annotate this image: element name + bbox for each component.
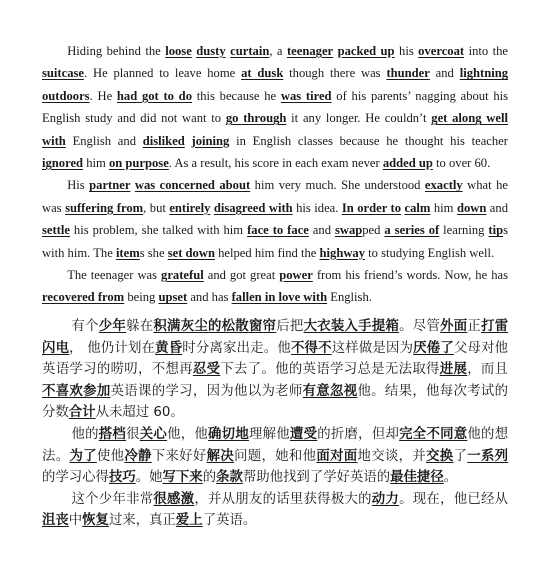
key-term: on purpose xyxy=(108,156,169,171)
text-run: ， 他仍计划在 xyxy=(69,340,156,356)
key-term: calm xyxy=(404,200,431,215)
key-term: disagreed with xyxy=(213,200,293,215)
key-term: 最佳捷径 xyxy=(390,470,444,486)
key-term: 写下来 xyxy=(162,470,203,486)
text-run: 躲在 xyxy=(126,319,154,334)
text-run: and has xyxy=(187,290,232,305)
text-run: his xyxy=(394,44,419,58)
key-term: In order to xyxy=(341,200,402,215)
key-term: was tired xyxy=(280,88,332,103)
text-run: ，并从朋友的话里获得极大的 xyxy=(194,491,372,507)
key-term: settle xyxy=(42,223,70,238)
key-term: 条款 xyxy=(216,470,243,486)
key-term: 大衣装入手提箱 xyxy=(303,319,400,334)
text-run: 有个 xyxy=(71,319,99,334)
key-term: 交换 xyxy=(426,448,454,464)
text-run: 使他 xyxy=(96,448,125,464)
text-run: 正 xyxy=(467,319,482,334)
text-run: , a xyxy=(269,44,287,58)
key-term: added up xyxy=(382,156,433,171)
text-run: 下去了。他的英语学习总是无法取得 xyxy=(220,362,440,378)
key-term: outdoors xyxy=(42,88,90,103)
key-term: 少年 xyxy=(98,319,127,334)
text-run: from his friend’s words. Now, he has xyxy=(312,268,508,283)
text-run: Hiding behind the xyxy=(67,44,166,58)
key-term: 积满灰尘的松散窗帘 xyxy=(153,319,277,334)
text-run: English and xyxy=(65,133,143,148)
key-term: 外面 xyxy=(440,319,468,334)
key-term: 不喜欢参加 xyxy=(42,383,111,399)
key-term: 不得不 xyxy=(290,340,332,356)
text-run: 理解他 xyxy=(248,426,290,442)
key-term: a series of xyxy=(384,223,440,238)
key-term: overcoat xyxy=(418,44,465,58)
key-term: item xyxy=(115,245,140,260)
key-term: loose xyxy=(165,44,192,58)
text-run: . As a result, his score in each exam never xyxy=(168,156,383,171)
text-run: 。尽管 xyxy=(399,319,441,334)
key-term: go through xyxy=(225,111,287,126)
text-run: ，而且 xyxy=(467,362,509,378)
key-term: 关心 xyxy=(139,426,168,442)
text-run: s she xyxy=(139,245,168,260)
key-term: fallen in love with xyxy=(231,290,328,305)
key-term: 有意忽视 xyxy=(302,383,358,399)
key-term: upset xyxy=(158,290,188,305)
text-run: 他。结果，他每次考试的分数 xyxy=(42,383,509,421)
text-run: and xyxy=(429,66,460,81)
key-term: 厌倦了 xyxy=(413,340,454,356)
key-term: had got to do xyxy=(116,88,192,103)
text-run: 下来好好 xyxy=(151,448,207,464)
text-run: it any longer. He couldn’t xyxy=(286,111,432,126)
text-run: 父母对他英语学习的唠叨，不想再 xyxy=(42,340,509,378)
key-term: packed up xyxy=(337,44,395,58)
key-term: 冷静 xyxy=(124,448,152,464)
text-run: helped him find the xyxy=(214,245,320,260)
key-term: 为了 xyxy=(69,448,97,464)
text-run: in English classes because he thought his teacher xyxy=(229,133,508,148)
chinese-paragraph-3 xyxy=(42,489,508,532)
chinese-paragraph-1 xyxy=(42,316,508,424)
text-run: 。现在，他已经从 xyxy=(399,491,509,507)
text-run: to studying English well. xyxy=(365,245,495,260)
text-run: this because he xyxy=(192,88,281,103)
key-term: exactly xyxy=(424,178,463,193)
text-run: 从未超过 60。 xyxy=(95,405,184,421)
text-run: and got great xyxy=(203,268,280,283)
text-run: 这个少年非常 xyxy=(71,491,154,507)
text-run: 帮助他找到了学好英语的 xyxy=(242,470,391,486)
text-run: into the xyxy=(464,44,508,58)
key-term: partner xyxy=(89,178,131,193)
key-term: get along well with xyxy=(42,111,508,148)
text-run: and xyxy=(308,223,335,238)
key-term: 进展 xyxy=(439,362,468,378)
text-run: and xyxy=(486,200,508,215)
key-term: 打雷闪电 xyxy=(42,319,509,356)
key-term: curtain xyxy=(230,44,270,58)
key-term: 搭档 xyxy=(98,426,127,442)
text-run: though there was xyxy=(283,66,387,81)
text-run: to over 60. xyxy=(432,156,491,171)
key-term: 合计 xyxy=(68,405,96,421)
key-term: power xyxy=(279,268,313,283)
text-run: his problem, she talked with him xyxy=(69,223,248,238)
text-run: 时分离家出走。他 xyxy=(182,340,291,356)
key-term: teenager xyxy=(286,44,334,58)
key-term: 解决 xyxy=(206,448,235,464)
text-run: 过来，真正 xyxy=(108,513,176,529)
english-passage xyxy=(42,40,508,309)
key-term: suffering from xyxy=(65,200,144,215)
key-term: 动力 xyxy=(371,491,400,507)
text-run: 。她 xyxy=(135,470,163,486)
text-run: . He planned to leave home xyxy=(83,66,242,81)
key-term: 恢复 xyxy=(82,513,109,529)
key-term: 很感激 xyxy=(153,491,195,507)
text-run: 的折磨，但却 xyxy=(317,426,400,442)
text-run: him very much. She understood xyxy=(250,178,425,193)
text-run xyxy=(185,134,192,148)
text-run: 英语课的学习，因为他以为老师 xyxy=(110,383,303,399)
text-run: 。 xyxy=(443,470,458,486)
key-term: grateful xyxy=(161,268,204,283)
key-term: entirely xyxy=(169,200,211,215)
key-term: 确切地 xyxy=(208,426,249,442)
text-run: 后把 xyxy=(276,319,304,334)
text-run: 他，他 xyxy=(167,426,209,442)
chinese-passage xyxy=(42,316,508,532)
text-run: being xyxy=(124,290,159,305)
text-run: his idea. xyxy=(292,200,342,215)
key-term: 沮丧 xyxy=(42,513,69,529)
chinese-paragraph-2 xyxy=(42,424,508,489)
text-run: 问题，她和他 xyxy=(234,448,317,464)
text-run: . He xyxy=(89,88,117,103)
text-run: 中 xyxy=(68,513,83,529)
key-term: was concerned about xyxy=(134,178,251,193)
key-term: 面对面 xyxy=(316,448,358,464)
key-term: 黄昏 xyxy=(155,340,183,356)
key-term: swap xyxy=(334,223,363,238)
text-run: English. xyxy=(327,290,372,305)
key-term: 完全不同意 xyxy=(399,426,468,442)
key-term: tip xyxy=(488,223,504,238)
text-run: of his parents’ nagging about his English study and did not want to xyxy=(42,88,509,126)
key-term: at dusk xyxy=(241,66,284,81)
text-run: 他的想法。 xyxy=(42,426,509,464)
key-term: 爱上 xyxy=(175,513,203,529)
english-paragraph-1 xyxy=(42,40,508,174)
key-term: joining xyxy=(191,133,230,148)
key-term: suitcase xyxy=(42,66,84,81)
text-run: him xyxy=(83,156,109,171)
text-run: 了英语。 xyxy=(202,513,257,529)
key-term: 遭受 xyxy=(289,426,318,442)
key-term: ignored xyxy=(42,156,84,171)
key-term: 技巧 xyxy=(108,470,136,486)
key-term: 忍受 xyxy=(192,362,221,378)
text-run: 他的 xyxy=(71,426,99,442)
text-run: 地交谈，并 xyxy=(357,448,427,464)
english-paragraph-2 xyxy=(42,174,508,264)
key-term: dusty xyxy=(196,44,226,58)
text-run: learning xyxy=(439,223,489,238)
key-term: thunder xyxy=(386,66,430,81)
key-term: 一系列 xyxy=(467,448,509,464)
key-term: set down xyxy=(167,245,215,260)
key-term: lightning xyxy=(459,66,508,81)
text-run: what he was xyxy=(42,178,508,215)
text-run: 的 xyxy=(202,470,217,486)
text-run: ped xyxy=(362,223,385,238)
text-run: 的学习心得 xyxy=(42,470,109,486)
text-run: 很 xyxy=(126,426,140,442)
text-run: , but xyxy=(143,200,170,215)
text-run: him xyxy=(430,200,457,215)
english-paragraph-3 xyxy=(42,264,508,309)
key-term: highway xyxy=(319,245,366,260)
key-term: down xyxy=(456,200,487,215)
key-term: recovered from xyxy=(42,290,125,305)
key-term: disliked xyxy=(142,133,185,148)
key-term: face to face xyxy=(247,223,309,238)
text-run: The teenager was xyxy=(67,268,162,283)
text-run: s with him. The xyxy=(42,223,509,260)
text-run: His xyxy=(67,178,90,193)
text-run: 这样做是因为 xyxy=(331,340,414,356)
text-run: 了 xyxy=(453,448,468,464)
